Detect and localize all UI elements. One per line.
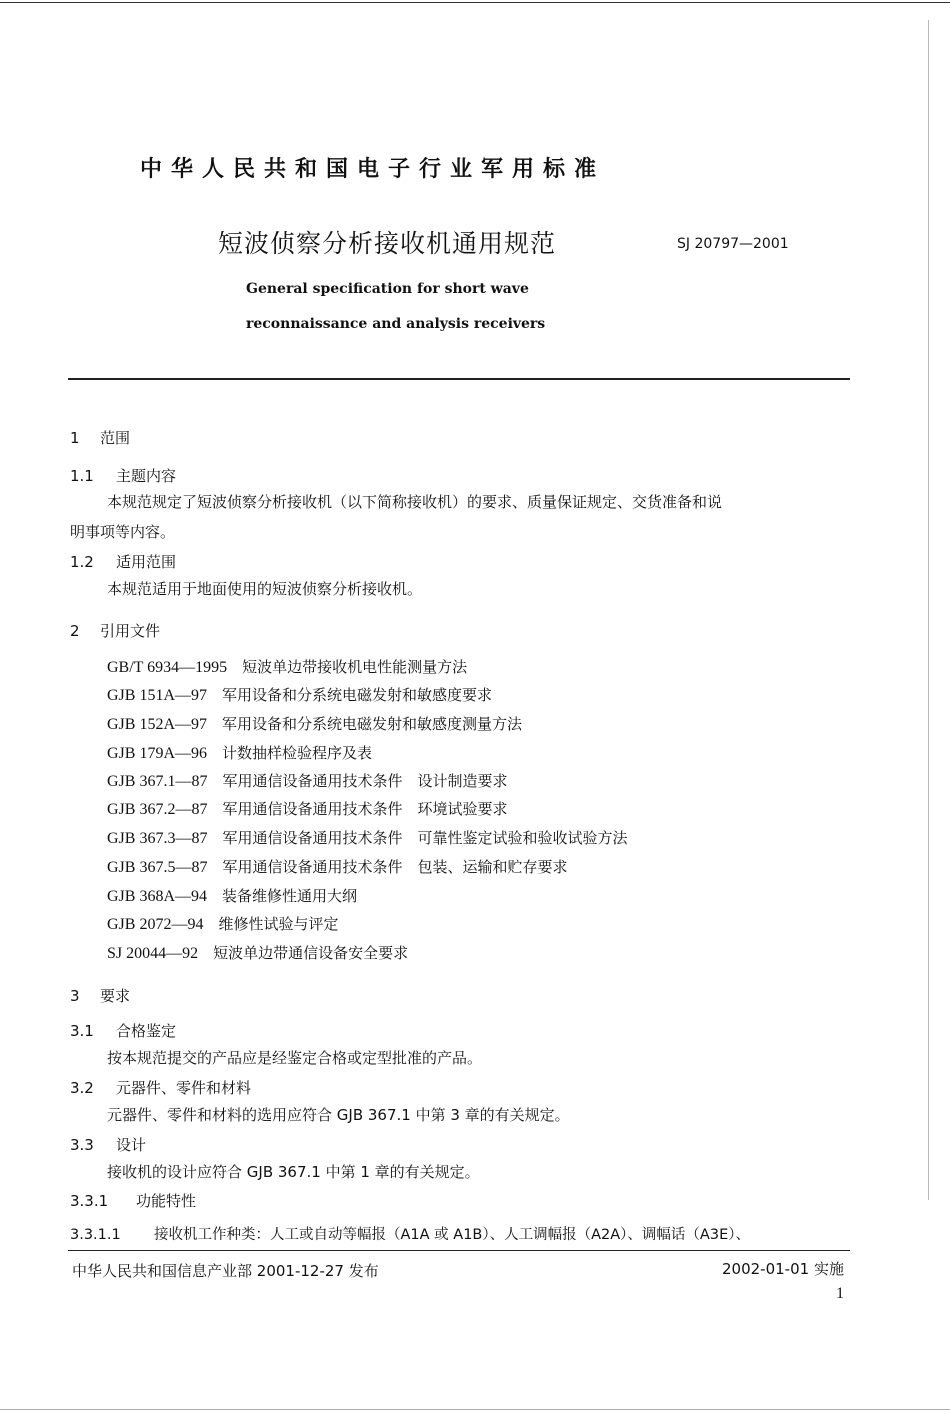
document-title-zh: 短波侦察分析接收机通用规范 [218,229,557,258]
section-3-3-heading: 3.3 设计 [70,1136,147,1154]
reference-item: SJ 20044—92 短波单边带通信设备安全要求 [107,944,409,962]
document-title-en-line1: General specification for short wave [246,281,529,297]
document-title-en-line2: reconnaissance and analysis receivers [246,316,546,332]
scan-edge-bottom [0,1409,950,1410]
reference-item: GJB 2072—94 维修性试验与评定 [107,915,339,933]
standard-category-header: 中华人民共和国电子行业军用标准 [140,157,606,182]
section-3-2-body: 元器件、零件和材料的选用应符合 GJB 367.1 中第 3 章的有关规定。 [107,1106,570,1124]
section-3-3-1-heading: 3.3.1 功能特性 [70,1192,197,1210]
reference-item: GJB 367.2—87 军用通信设备通用技术条件 环境试验要求 [107,800,508,818]
reference-item: GB/T 6934—1995 短波单边带接收机电性能测量方法 [107,658,468,676]
section-1-1-body-line2: 明事项等内容。 [70,523,176,541]
reference-item: GJB 367.1—87 军用通信设备通用技术条件 设计制造要求 [107,772,508,790]
footer-divider [68,1250,850,1251]
section-2-heading: 2 引用文件 [70,622,161,640]
header-divider [68,378,850,380]
reference-item: GJB 151A—97 军用设备和分系统电磁发射和敏感度要求 [107,686,493,704]
section-1-1-heading: 1.1 主题内容 [70,467,177,485]
section-3-heading: 3 要求 [70,987,131,1005]
section-3-2-heading: 3.2 元器件、零件和材料 [70,1079,252,1097]
section-1-heading: 1 范围 [70,429,131,447]
reference-item: GJB 368A—94 装备维修性通用大纲 [107,887,358,905]
reference-item: GJB 367.5—87 军用通信设备通用技术条件 包装、运输和贮存要求 [107,858,568,876]
footer-effective-date: 2002-01-01 实施 [722,1260,844,1278]
section-3-1-heading: 3.1 合格鉴定 [70,1022,177,1040]
reference-item: GJB 179A—96 计数抽样检验程序及表 [107,744,373,762]
reference-item: GJB 367.3—87 军用通信设备通用技术条件 可靠性鉴定试验和验收试验方法 [107,829,628,847]
scan-edge-right [928,20,929,1200]
reference-item: GJB 152A—97 军用设备和分系统电磁发射和敏感度测量方法 [107,715,523,733]
footer-issuer: 中华人民共和国信息产业部 2001-12-27 发布 [72,1262,379,1280]
page-number: 1 [836,1285,844,1302]
section-1-2-heading: 1.2 适用范围 [70,553,177,571]
section-3-3-1-1-text: 3.3.1.1 接收机工作种类：人工或自动等幅报（A1A 或 A1B）、人工调幅报（A2A）、调幅话（A3E）、 [70,1223,750,1244]
section-1-1-body-line1: 本规范规定了短波侦察分析接收机（以下简称接收机）的要求、质量保证规定、交货准备和说 [107,493,723,511]
section-1-2-body: 本规范适用于地面使用的短波侦察分析接收机。 [107,580,423,598]
standard-number: SJ 20797—2001 [677,236,789,252]
scan-edge-top [0,2,950,3]
section-3-1-body: 按本规范提交的产品应是经鉴定合格或定型批准的产品。 [107,1049,483,1067]
section-3-3-body: 接收机的设计应符合 GJB 367.1 中第 1 章的有关规定。 [107,1163,480,1181]
